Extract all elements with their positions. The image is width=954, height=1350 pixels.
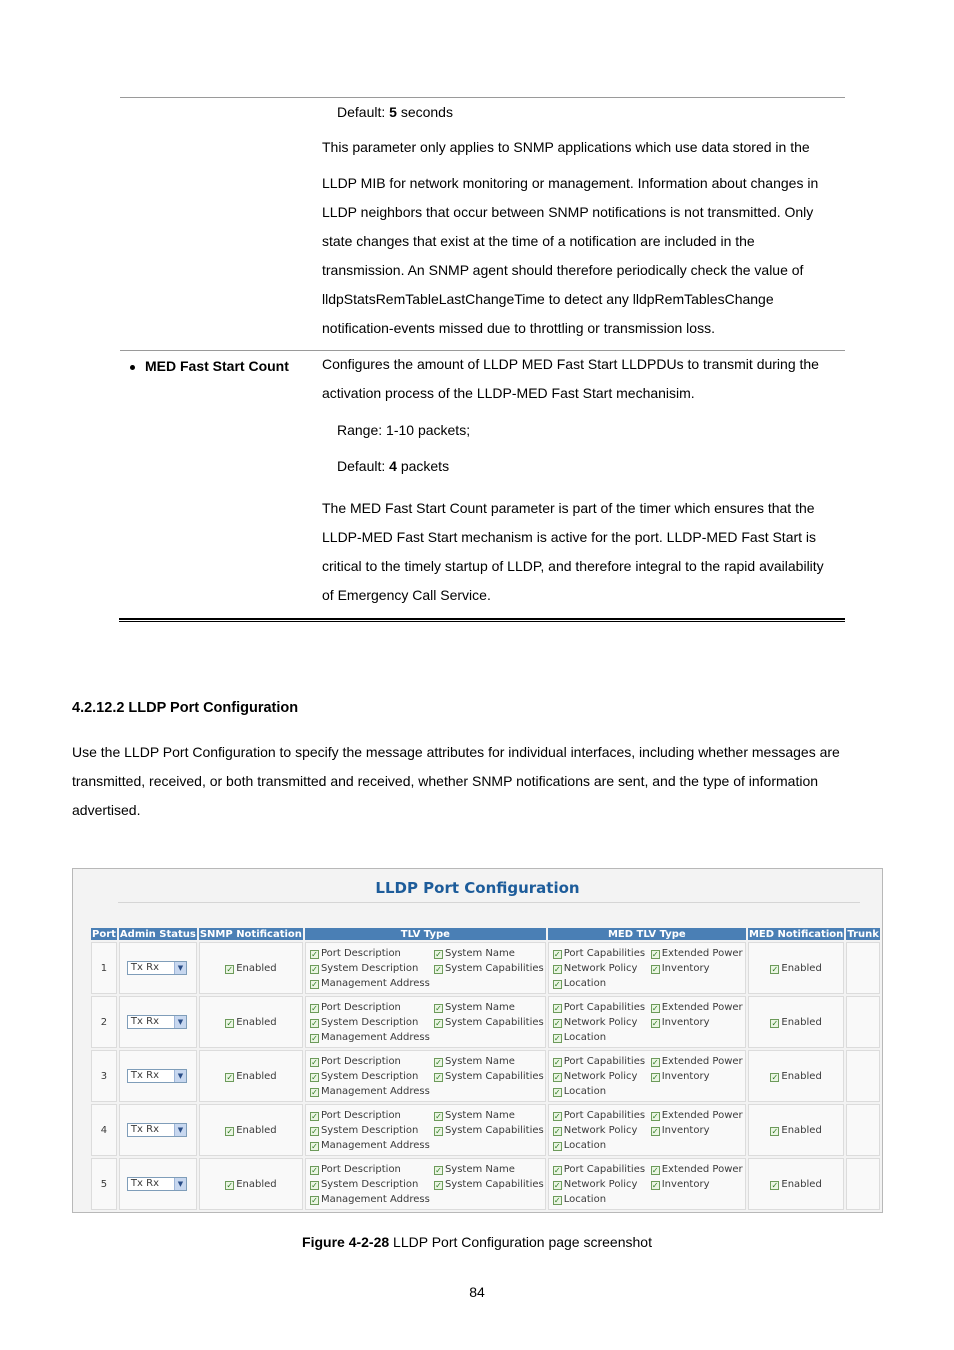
admin-status-cell xyxy=(119,1050,197,1102)
table-row xyxy=(91,996,880,1048)
tlv-type-cell xyxy=(305,1158,546,1210)
checkbox-checked-icon[interactable]: ✓ xyxy=(553,1087,561,1097)
admin-status-cell xyxy=(119,1158,197,1210)
param-label-med-fast-start-count: MED Fast Start Count xyxy=(130,358,289,374)
checkbox-checked-icon[interactable]: ✓ xyxy=(311,1111,318,1121)
chevron-down-icon[interactable]: ▼ xyxy=(174,1070,186,1082)
checkbox-option[interactable]: ✓ Enabled xyxy=(771,1124,822,1136)
checkbox-option[interactable]: ✓ Port Capabilities xyxy=(553,1055,646,1067)
chevron-down-icon[interactable]: ▼ xyxy=(174,1178,186,1190)
checkbox-option[interactable]: ✓ Inventory xyxy=(651,1124,710,1136)
checkbox-checked-icon[interactable]: ✓ xyxy=(553,1111,561,1121)
section-heading: 4.2.12.2 LLDP Port Configuration xyxy=(72,700,299,716)
checkbox-checked-icon[interactable]: ✓ xyxy=(651,1111,659,1121)
range-text: Range: 1-10 packets; xyxy=(337,422,471,438)
chevron-down-icon[interactable]: ▼ xyxy=(174,1016,186,1028)
col-trunk: Trunk xyxy=(847,928,879,940)
checkbox-option[interactable]: ✓ Enabled xyxy=(771,1178,822,1190)
med-notification-cell xyxy=(748,996,844,1048)
checkbox-option[interactable]: ✓ Port Description xyxy=(311,1163,401,1175)
checkbox-checked-icon[interactable]: ✓ xyxy=(553,1072,561,1082)
checkbox-option[interactable]: ✓ Management Address xyxy=(311,977,430,989)
checkbox-checked-icon[interactable]: ✓ xyxy=(553,949,561,959)
trunk-cell xyxy=(846,996,880,1048)
med-notification-cell xyxy=(748,942,844,994)
admin-status-select[interactable]: Tx Rx ▼ xyxy=(127,1069,187,1083)
checkbox-option[interactable]: ✓ Extended Power xyxy=(651,1055,743,1067)
snmp-notification-cell xyxy=(199,1050,303,1102)
checkbox-option[interactable]: ✓ Enabled xyxy=(771,962,822,974)
trunk-cell xyxy=(846,1158,880,1210)
checkbox-option[interactable]: ✓ System Description xyxy=(311,1016,419,1028)
checkbox-option[interactable]: ✓ Location xyxy=(553,1031,607,1043)
checkbox-option[interactable]: ✓ Network Policy xyxy=(553,1016,638,1028)
checkbox-option[interactable]: ✓ Network Policy xyxy=(553,962,638,974)
snmp-notification-cell xyxy=(199,996,303,1048)
checkbox-checked-icon[interactable]: ✓ xyxy=(311,1087,318,1097)
port-number: 3 xyxy=(91,1050,117,1102)
checkbox-option[interactable]: ✓ System Name xyxy=(435,1109,515,1121)
checkbox-checked-icon[interactable]: ✓ xyxy=(311,1141,318,1151)
checkbox-option[interactable]: ✓ Location xyxy=(553,1193,607,1205)
checkbox-option[interactable]: ✓ Network Policy xyxy=(553,1178,638,1190)
checkbox-option[interactable]: ✓ System Name xyxy=(435,1163,515,1175)
checkbox-option[interactable]: ✓ System Name xyxy=(435,1055,515,1067)
checkbox-option[interactable]: ✓ Port Capabilities xyxy=(553,1163,646,1175)
checkbox-checked-icon[interactable]: ✓ xyxy=(435,949,442,959)
checkbox-checked-icon[interactable]: ✓ xyxy=(311,1018,318,1028)
admin-status-cell xyxy=(119,1104,197,1156)
checkbox-option[interactable]: ✓ Extended Power xyxy=(651,1001,743,1013)
checkbox-option[interactable]: ✓ Port Description xyxy=(311,947,401,959)
screenshot-title: LLDP Port Configuration xyxy=(375,879,580,897)
checkbox-checked-icon[interactable]: ✓ xyxy=(311,979,318,989)
checkbox-checked-icon[interactable]: ✓ xyxy=(435,1018,442,1028)
checkbox-option[interactable]: ✓ Inventory xyxy=(651,1070,710,1082)
col-admin-status: Admin Status xyxy=(119,928,196,940)
med-tlv-type-cell xyxy=(548,942,746,994)
checkbox-checked-icon[interactable]: ✓ xyxy=(651,1057,659,1067)
checkbox-option[interactable]: ✓ Extended Power xyxy=(651,1109,743,1121)
checkbox-checked-icon[interactable]: ✓ xyxy=(771,1180,779,1190)
checkbox-option[interactable]: ✓ System Description xyxy=(311,1070,419,1082)
checkbox-checked-icon[interactable]: ✓ xyxy=(553,1165,561,1175)
med-tlv-type-cell xyxy=(548,1104,746,1156)
trunk-cell xyxy=(846,1104,880,1156)
snmp-notification-cell xyxy=(199,1104,303,1156)
checkbox-option[interactable]: ✓ Port Description xyxy=(311,1109,401,1121)
checkbox-option[interactable]: ✓ Management Address xyxy=(311,1193,430,1205)
tlv-type-cell xyxy=(305,996,546,1048)
checkbox-checked-icon[interactable]: ✓ xyxy=(311,1072,318,1082)
checkbox-option[interactable]: ✓ Network Policy xyxy=(553,1070,638,1082)
med-notification-cell xyxy=(748,1050,844,1102)
checkbox-checked-icon[interactable]: ✓ xyxy=(553,1195,561,1205)
checkbox-option[interactable]: ✓ System Name xyxy=(435,947,515,959)
checkbox-checked-icon[interactable]: ✓ xyxy=(311,1033,318,1043)
checkbox-checked-icon[interactable]: ✓ xyxy=(771,1072,779,1082)
checkbox-checked-icon[interactable]: ✓ xyxy=(771,964,779,974)
checkbox-checked-icon[interactable]: ✓ xyxy=(771,1126,779,1136)
snmp-notification-cell xyxy=(199,1158,303,1210)
checkbox-checked-icon[interactable]: ✓ xyxy=(226,1072,234,1082)
checkbox-checked-icon[interactable]: ✓ xyxy=(435,964,442,974)
admin-status-select[interactable]: Tx Rx ▼ xyxy=(127,1015,187,1029)
tlv-type-cell xyxy=(305,1104,546,1156)
tlv-type-cell xyxy=(305,942,546,994)
checkbox-checked-icon[interactable]: ✓ xyxy=(553,1141,561,1151)
checkbox-checked-icon[interactable]: ✓ xyxy=(435,1180,442,1190)
med-tlv-type-cell xyxy=(548,1158,746,1210)
checkbox-checked-icon[interactable]: ✓ xyxy=(226,1018,234,1028)
checkbox-option[interactable]: ✓ Enabled xyxy=(771,1070,822,1082)
admin-status-cell xyxy=(119,996,197,1048)
checkbox-option[interactable]: ✓ Enabled xyxy=(226,1016,277,1028)
checkbox-option[interactable]: ✓ System Capabilities xyxy=(435,1016,544,1028)
col-snmp-notification: SNMP Notification xyxy=(199,928,302,940)
snmp-notification-cell xyxy=(199,942,303,994)
trunk-cell xyxy=(846,1050,880,1102)
checkbox-option[interactable]: ✓ System Description xyxy=(311,1124,419,1136)
trunk-cell xyxy=(846,942,880,994)
checkbox-checked-icon[interactable]: ✓ xyxy=(311,1057,318,1067)
checkbox-checked-icon[interactable]: ✓ xyxy=(311,949,318,959)
med-tlv-type-cell xyxy=(548,1050,746,1102)
admin-status-cell xyxy=(119,942,197,994)
med-fast-start-note: The MED Fast Start Count parameter is part of the timer which ensures that the LLDP-MED Fast Start mechanism is active for the port. LLDP-MED Fast Start is critical to the timely startup of LLDP, and therefore integral to the rapid availability of Emergency Call Service. xyxy=(322,500,824,603)
checkbox-checked-icon[interactable]: ✓ xyxy=(651,1126,659,1136)
figure-caption: Figure 4-2-28 LLDP Port Configuration page screenshot xyxy=(302,1234,652,1250)
checkbox-checked-icon[interactable]: ✓ xyxy=(651,1003,659,1013)
default-seconds: Default: 5 seconds xyxy=(337,104,453,120)
med-notification-cell xyxy=(748,1104,844,1156)
checkbox-checked-icon[interactable]: ✓ xyxy=(553,964,561,974)
port-number: 5 xyxy=(91,1158,117,1210)
checkbox-option[interactable]: ✓ Location xyxy=(553,1139,607,1151)
lldp-port-config-screenshot xyxy=(72,868,883,1213)
bullet-icon xyxy=(130,365,135,370)
checkbox-checked-icon[interactable]: ✓ xyxy=(435,1126,442,1136)
checkbox-checked-icon[interactable]: ✓ xyxy=(553,1180,561,1190)
checkbox-checked-icon[interactable]: ✓ xyxy=(226,964,234,974)
med-notification-cell xyxy=(748,1158,844,1210)
chevron-down-icon[interactable]: ▼ xyxy=(174,962,186,974)
checkbox-option[interactable]: ✓ Enabled xyxy=(226,1178,277,1190)
table-row xyxy=(91,1158,880,1210)
checkbox-option[interactable]: ✓ Enabled xyxy=(226,1070,277,1082)
checkbox-option[interactable]: ✓ Enabled xyxy=(226,1124,277,1136)
med-fast-start-description: Configures the amount of LLDP MED Fast Start LLDPDUs to transmit during the activation process of the LLDP-MED Fast Start mechanisim. xyxy=(322,356,819,401)
checkbox-option[interactable]: ✓ Management Address xyxy=(311,1085,430,1097)
checkbox-checked-icon[interactable]: ✓ xyxy=(226,1180,234,1190)
table-row xyxy=(91,942,880,994)
table-row xyxy=(91,1050,880,1102)
checkbox-option[interactable]: ✓ System Capabilities xyxy=(435,962,544,974)
checkbox-option[interactable]: ✓ Enabled xyxy=(226,962,277,974)
checkbox-option[interactable]: ✓ Management Address xyxy=(311,1031,430,1043)
checkbox-checked-icon[interactable]: ✓ xyxy=(311,1180,318,1190)
checkbox-checked-icon[interactable]: ✓ xyxy=(651,1018,659,1028)
checkbox-option[interactable]: ✓ Port Capabilities xyxy=(553,1109,646,1121)
chevron-down-icon[interactable]: ▼ xyxy=(174,1124,186,1136)
checkbox-checked-icon[interactable]: ✓ xyxy=(553,1126,561,1136)
checkbox-option[interactable]: ✓ Location xyxy=(553,977,607,989)
checkbox-checked-icon[interactable]: ✓ xyxy=(771,1018,779,1028)
col-tlv-type: TLV Type xyxy=(305,928,546,940)
admin-status-select[interactable]: Tx Rx ▼ xyxy=(127,1123,187,1137)
table-row xyxy=(91,1104,880,1156)
checkbox-option[interactable]: ✓ Inventory xyxy=(651,1016,710,1028)
checkbox-option[interactable]: ✓ System Capabilities xyxy=(435,1070,544,1082)
checkbox-checked-icon[interactable]: ✓ xyxy=(311,1126,318,1136)
checkbox-option[interactable]: ✓ System Capabilities xyxy=(435,1178,544,1190)
checkbox-option[interactable]: ✓ Enabled xyxy=(771,1016,822,1028)
checkbox-option[interactable]: ✓ Extended Power xyxy=(651,1163,743,1175)
checkbox-checked-icon[interactable]: ✓ xyxy=(435,1003,442,1013)
tlv-type-cell xyxy=(305,1050,546,1102)
checkbox-checked-icon[interactable]: ✓ xyxy=(553,979,561,989)
checkbox-option[interactable]: ✓ Port Description xyxy=(311,1055,401,1067)
checkbox-option[interactable]: ✓ Inventory xyxy=(651,1178,710,1190)
checkbox-checked-icon[interactable]: ✓ xyxy=(435,1165,442,1175)
checkbox-option[interactable]: ✓ Management Address xyxy=(311,1139,430,1151)
checkbox-checked-icon[interactable]: ✓ xyxy=(311,964,318,974)
checkbox-option[interactable]: ✓ Extended Power xyxy=(651,947,743,959)
lldp-port-table xyxy=(89,926,882,1212)
table-top-rule xyxy=(120,97,845,98)
checkbox-checked-icon[interactable]: ✓ xyxy=(651,1165,659,1175)
section-intro: Use the LLDP Port Configuration to specify the message attributes for individual interfaces, including whether messages are transmitted, received, or both transmitted and received, whether SNMP notifications are sent, and the type of information advertised. xyxy=(72,744,840,818)
page-number: 84 xyxy=(469,1284,485,1300)
snmp-note-paragraph: This parameter only applies to SNMP applications which use data stored in the LLDP MIB for network monitoring or management. Information about changes in LLDP neighbors that occur between SNMP notifications is not transmitted. Only state changes that exist at the time of a notification are included in the transmission. An SNMP agent should therefore periodically check the value of lldpStatsRemTableLastChangeTime to detect any lldpRemTablesChange notification-events missed due to throttling or transmission loss. xyxy=(322,139,819,336)
checkbox-checked-icon[interactable]: ✓ xyxy=(226,1126,234,1136)
checkbox-option[interactable]: ✓ System Name xyxy=(435,1001,515,1013)
checkbox-checked-icon[interactable]: ✓ xyxy=(553,1018,561,1028)
checkbox-checked-icon[interactable]: ✓ xyxy=(553,1003,561,1013)
checkbox-option[interactable]: ✓ Inventory xyxy=(651,962,710,974)
checkbox-checked-icon[interactable]: ✓ xyxy=(651,964,659,974)
checkbox-checked-icon[interactable]: ✓ xyxy=(435,1072,442,1082)
admin-status-select[interactable]: Tx Rx ▼ xyxy=(127,1177,187,1191)
default-packets: Default: 4 packets xyxy=(337,458,450,474)
table-bottom-rule xyxy=(119,618,845,620)
admin-status-select[interactable]: Tx Rx ▼ xyxy=(127,961,187,975)
table-bottom-rule-2 xyxy=(119,621,845,622)
checkbox-option[interactable]: ✓ Port Capabilities xyxy=(553,1001,646,1013)
col-med-notification: MED Notification xyxy=(748,928,844,940)
checkbox-option[interactable]: ✓ System Description xyxy=(311,962,419,974)
checkbox-checked-icon[interactable]: ✓ xyxy=(311,1195,318,1205)
checkbox-checked-icon[interactable]: ✓ xyxy=(311,1165,318,1175)
title-divider xyxy=(118,902,860,903)
col-port: Port xyxy=(92,928,116,940)
checkbox-checked-icon[interactable]: ✓ xyxy=(651,1072,659,1082)
port-number: 4 xyxy=(91,1104,117,1156)
col-med-tlv-type: MED TLV Type xyxy=(548,928,746,940)
port-number: 1 xyxy=(91,942,117,994)
med-tlv-type-cell xyxy=(548,996,746,1048)
checkbox-option[interactable]: ✓ Port Description xyxy=(311,1001,401,1013)
checkbox-option[interactable]: ✓ System Capabilities xyxy=(435,1124,544,1136)
checkbox-checked-icon[interactable]: ✓ xyxy=(311,1003,318,1013)
checkbox-checked-icon[interactable]: ✓ xyxy=(651,1180,659,1190)
checkbox-checked-icon[interactable]: ✓ xyxy=(651,949,659,959)
table-header-row xyxy=(91,928,880,940)
checkbox-option[interactable]: ✓ System Description xyxy=(311,1178,419,1190)
checkbox-checked-icon[interactable]: ✓ xyxy=(553,1033,561,1043)
checkbox-checked-icon[interactable]: ✓ xyxy=(435,1057,442,1067)
checkbox-checked-icon[interactable]: ✓ xyxy=(553,1057,561,1067)
checkbox-option[interactable]: ✓ Network Policy xyxy=(553,1124,638,1136)
port-number: 2 xyxy=(91,996,117,1048)
checkbox-checked-icon[interactable]: ✓ xyxy=(435,1111,442,1121)
checkbox-option[interactable]: ✓ Location xyxy=(553,1085,607,1097)
checkbox-option[interactable]: ✓ Port Capabilities xyxy=(553,947,646,959)
